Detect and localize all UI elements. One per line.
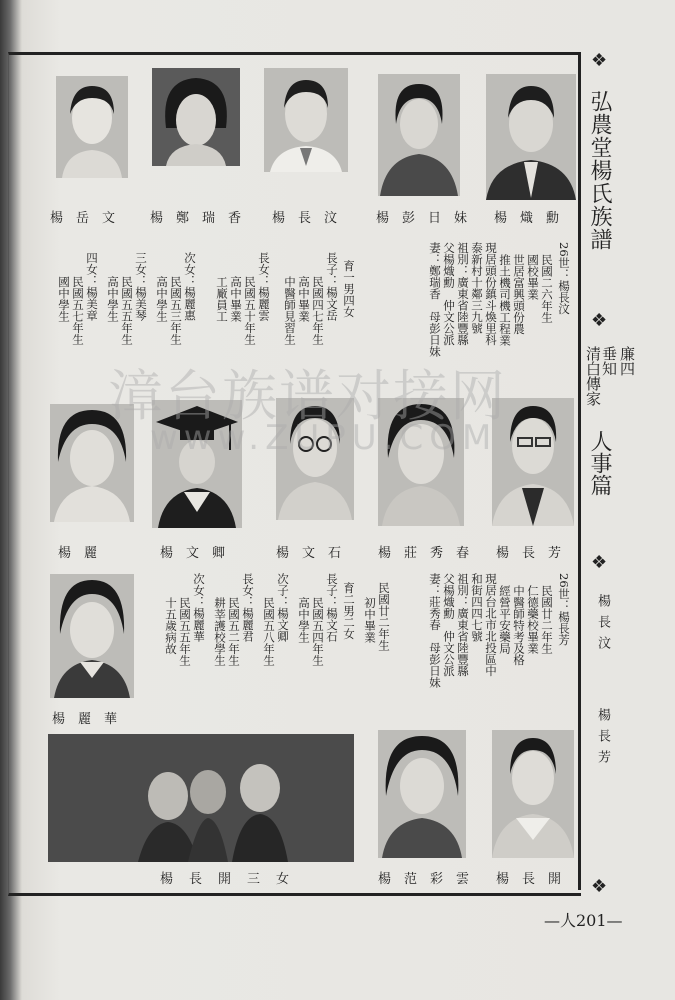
- diamond-ornament-icon: ❖: [591, 50, 608, 71]
- caption-yang-changfang: 楊長芳: [496, 546, 575, 561]
- caption-yang-wenqing: 楊文卿: [160, 546, 239, 561]
- portrait-yang-fan-caiyun: [378, 730, 466, 858]
- caption-yang-zhuang-xiuchun: 楊莊秀春: [378, 546, 483, 561]
- motto-line-b: 垂知: [600, 346, 618, 376]
- caption-yang-peng-rimei: 楊彭日妹: [376, 211, 481, 226]
- portrait-yang-wenshi: [276, 398, 354, 520]
- caption-yang-yuewen: 楊岳文: [50, 211, 129, 226]
- caption-yang-fan-caiyun: 楊范彩雲: [378, 872, 483, 887]
- caption-yang-changwen: 楊長汶: [272, 211, 351, 226]
- portrait-yang-wenqing-graduation: [152, 400, 242, 528]
- caption-yang-lihua: 楊麗華: [52, 712, 131, 727]
- group-photo-three-daughters: [48, 734, 354, 862]
- portrait-yang-zhuang-xiuchun: [378, 398, 464, 526]
- book-title: 弘農堂楊氏族譜: [587, 90, 612, 251]
- diamond-ornament-icon: ❖: [591, 876, 608, 897]
- caption-three-daughters: 楊長開三女: [160, 872, 306, 887]
- page-number: —人201—: [544, 911, 623, 930]
- scanned-page: 楊岳文 楊鄭瑞香 楊長汶 楊彭日妹 楊熾勳 26世：楊長汶 民國二六年生 國校畢業 世居富興頭份農 推土機司機工程業 現居頭份鎮斗煥里科 泰新村十鄰三九號 祖別：廣東省陸豐縣 父楊熾勳 仲文公派 妻：鄭瑞香 母彭日妹 育一男四女 長子：楊文岳 民國四七年生 高中畢業 中醫師見習生 長女：楊麗雲 民國五十年生 高中畢業 工廠員工 次女：楊麗惠 民國五三年生 高中學生 三女：楊美琴 民國五五年生 高中學生 四女：楊美章 民國五七年生 國中學生 楊長芳 楊莊秀春 楊文石 楊文卿 楊麗 26世：楊長芳 民國廿二年生 仁德藥校畢業 中醫師特考及格 經營平安藥局 現居台北市北投區中 和街四四七號 祖別：廣東省陸豐縣 父楊熾勳 仲文公派 妻：莊秀春 母彭日妹 民國廿二年生 初中畢業 育二男二女 長子：楊文石 民國五四年生 高中學生 次子：楊文卿 民國五八年生 長女：楊麗君 民國五二年生 耕莘護校學生 次女：楊麗華 民國五五年生 十五歲病故 楊麗華 楊長開 楊范彩雲 楊長開三女 ❖ 弘農堂楊氏族譜 ❖ 廉四 垂知 清白傳家 人事篇 ❖ 楊長汶 楊長芳 ❖ 漳台族谱对接网 www.ZUPU.COM —人201—: [0, 0, 675, 1000]
- portrait-yang-changfang: [492, 398, 574, 526]
- portrait-yang-peng-rimei: [378, 74, 460, 196]
- diamond-ornament-icon: ❖: [591, 310, 608, 331]
- caption-yang-wenshi: 楊文石: [276, 546, 355, 561]
- sidebar-name-changfang: 楊長芳: [595, 708, 610, 771]
- portrait-yang-zheng-ruixiang: [152, 68, 240, 166]
- caption-yang-changkai: 楊長開: [496, 872, 575, 887]
- portrait-yang-lihua: [50, 574, 134, 698]
- portrait-yang-changwen: [264, 68, 348, 172]
- portrait-yang-chixun: [486, 74, 576, 200]
- diamond-ornament-icon: ❖: [591, 552, 608, 573]
- watermark-chinese: 漳台族谱对接网: [108, 364, 508, 428]
- motto-line-c: 清白傳家: [584, 346, 602, 406]
- sidebar-name-changwen: 楊長汶: [595, 594, 610, 657]
- caption-yang-zheng-ruixiang: 楊鄭瑞香: [150, 211, 255, 226]
- caption-yang-li-partial: 楊麗: [58, 546, 111, 561]
- portrait-yang-li: [50, 404, 134, 522]
- frame-divider: [578, 52, 581, 890]
- caption-yang-chixun: 楊熾勳: [494, 211, 573, 226]
- portrait-yang-yuewen: [56, 76, 128, 178]
- section-title: 人事篇: [587, 430, 612, 496]
- portrait-yang-changkai: [492, 730, 574, 858]
- watermark-url: www.ZUPU.COM: [150, 418, 498, 458]
- motto-line-a: 廉四: [618, 346, 636, 376]
